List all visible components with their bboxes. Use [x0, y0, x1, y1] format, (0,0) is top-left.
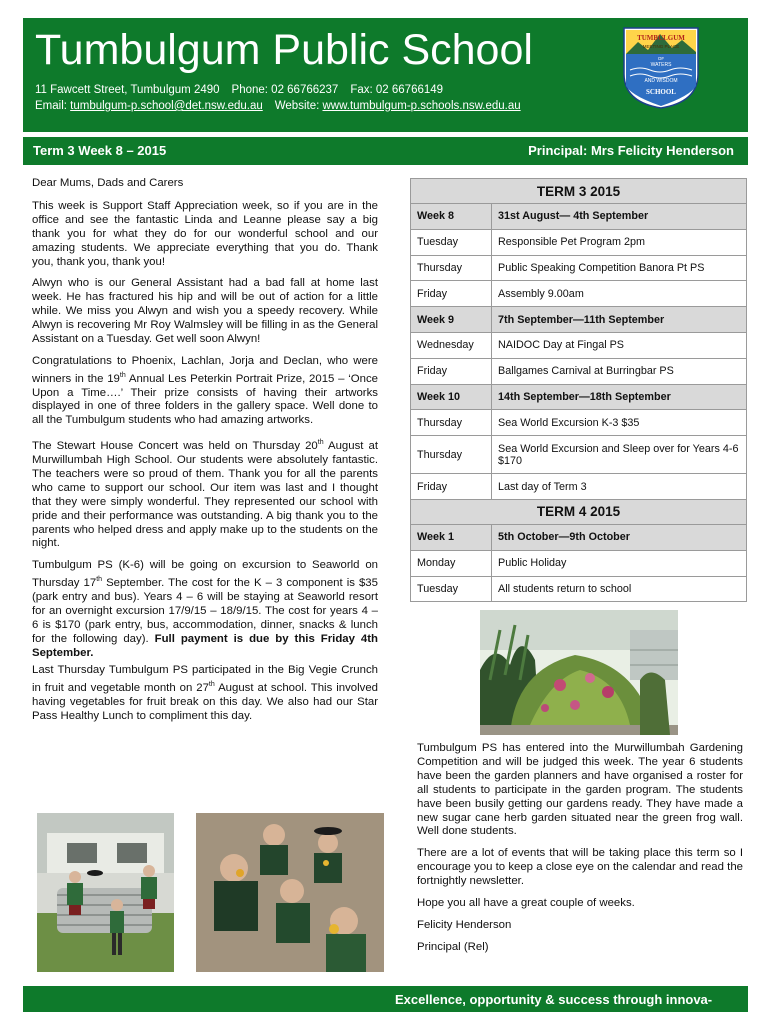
- calendar-event: Last day of Term 3: [492, 474, 747, 500]
- school-fax: Fax: 02 66766149: [350, 84, 444, 96]
- school-motto: Excellence, opportunity & success through innova-: [395, 992, 713, 1007]
- calendar-week-row: [411, 307, 747, 333]
- article-paragraph: Tumbulgum PS has entered into the Murwillumbah Gardening Competition and will be judged this week. The year 6 students have been the garden planners and have organised a roster for all students to participate in the garden program. The students have been busily getting our gardens ready. They have made a new sugar cane herb garden situated near the green frog wall. Well done students.: [417, 742, 743, 838]
- calendar-event: Public Speaking Competition Banora Pt PS: [492, 255, 747, 281]
- calendar-day: Tuesday: [411, 229, 492, 255]
- article-paragraph: This week is Support Staff Appreciation week, so if you are in the office and see the fantastic Linda and Leanne please say a big thank you for what they do for our wonderful school and our amazing students. We appreciate everything that you do. Thank you, thank you, thank you!: [32, 199, 378, 268]
- calendar-event: Ballgames Carnival at Burringbar PS: [492, 358, 747, 384]
- calendar-day: Week 8: [411, 204, 492, 230]
- students-eating-vegetables-photo: [196, 813, 384, 972]
- calendar-day: Thursday: [411, 436, 492, 474]
- calendar-heading-term4: TERM 4 2015: [411, 499, 747, 524]
- email-link[interactable]: tumbulgum-p.school@det.nsw.edu.au: [70, 100, 263, 112]
- calendar-day: Week 10: [411, 384, 492, 410]
- calendar-event: Public Holiday: [492, 550, 747, 576]
- calendar-event-row: [411, 281, 747, 307]
- calendar-event-row: [411, 255, 747, 281]
- calendar-event-row: [411, 358, 747, 384]
- term-week-label: Term 3 Week 8 – 2015: [33, 143, 167, 158]
- calendar-event: 14th September—18th September: [492, 384, 747, 410]
- school-crest-logo: [620, 24, 702, 110]
- svg-text:WATERS: WATERS: [650, 62, 672, 68]
- svg-text:AND WISDOM: AND WISDOM: [644, 78, 678, 84]
- calendar-week-row: [411, 384, 747, 410]
- principal-label: Principal: Mrs Felicity Henderson: [528, 143, 734, 158]
- calendar-day: Thursday: [411, 255, 492, 281]
- email-label: Email:: [35, 100, 67, 112]
- calendar-day: Thursday: [411, 410, 492, 436]
- garden-article: [417, 742, 743, 963]
- calendar-event: All students return to school: [492, 576, 747, 602]
- calendar-event: 7th September—11th September: [492, 307, 747, 333]
- school-name: Tumbulgum Public School: [35, 26, 533, 74]
- greeting: Dear Mums, Dads and Carers: [32, 177, 184, 189]
- calendar-event-row: [411, 410, 747, 436]
- calendar-event-row: [411, 332, 747, 358]
- svg-text:SCHOOL: SCHOOL: [646, 88, 676, 96]
- calendar-event: Assembly 9.00am: [492, 281, 747, 307]
- calendar-event-row: [411, 550, 747, 576]
- calendar-week-row: [411, 524, 747, 550]
- article-paragraph: The Stewart House Concert was held on Thursday 20th August at Murwillumbah High School. Our students were absolutely fantastic. The teachers were so proud of them. Thank you for all the parents who came to support our school. Our item was last and I thought that they were simply wonderful. They represented our school with pride and their performance was outstanding. A big thank you to the parents who helped dress and apply make up to the students on the night.: [32, 439, 378, 550]
- calendar-event: Sea World Excursion K-3 $35: [492, 410, 747, 436]
- issue-bar: [23, 137, 748, 165]
- article-paragraph: Alwyn who is our General Assistant had a bad fall at home last week. He has fractured his hip and will be out of action for a little while. We miss you Alwyn and wish you a speedy recovery. While Alwyn is recovering Mr Roy Walmsley will be filling in as the General Assistant on a Tuesday. Get well soon Alwyn!: [32, 277, 378, 346]
- main-article: [32, 177, 378, 732]
- calendar-heading-term3: TERM 3 2015: [411, 179, 747, 204]
- school-address: 11 Fawcett Street, Tumbulgum 2490: [35, 84, 220, 96]
- calendar-event-row: [411, 474, 747, 500]
- school-phone: Phone: 02 66766237: [231, 84, 339, 96]
- calendar-day: Week 1: [411, 524, 492, 550]
- website-label: Website:: [274, 100, 320, 112]
- term-calendar: [410, 178, 747, 602]
- calendar-week-row: [411, 204, 747, 230]
- calendar-event: 31st August— 4th September: [492, 204, 747, 230]
- calendar-event-row: [411, 576, 747, 602]
- calendar-day: Tuesday: [411, 576, 492, 602]
- students-garden-bed-photo: [37, 813, 174, 972]
- article-paragraph: Hope you all have a great couple of weeks.: [417, 897, 635, 910]
- calendar-day: Friday: [411, 358, 492, 384]
- calendar-event: 5th October—9th October: [492, 524, 747, 550]
- calendar-event-row: [411, 436, 747, 474]
- web-line: [35, 100, 521, 112]
- article-paragraph: Last Thursday Tumbulgum PS participated in the Big Vegie Crunch in fruit and vegetable month on 27th August at school. This involved having vegetables for fruit break on this day. We also had our Star Pass Healthy Lunch to compliment this day.: [32, 664, 379, 722]
- website-link[interactable]: www.tumbulgum-p.schools.nsw.edu.au: [322, 100, 521, 112]
- svg-text:OF: OF: [657, 56, 665, 61]
- signature-title: Principal (Rel): [417, 940, 489, 953]
- calendar-day: Week 9: [411, 307, 492, 333]
- footer-bar: [23, 986, 748, 1012]
- calendar-event: Responsible Pet Program 2pm: [492, 229, 747, 255]
- garden-photo: [480, 610, 678, 735]
- contact-line: [35, 84, 443, 96]
- article-paragraph: There are a lot of events that will be taking place this term so I encourage you to keep a close eye on the calendar and read the fortnightly newsletter.: [417, 847, 743, 888]
- article-paragraph: Tumbulgum PS (K-6) will be going on excursion to Seaworld on Thursday 17th September. The cost for the K – 3 component is $35 (park entry and bus). Years 4 – 6 will be staying at Seaworld resort for an overnight excursion 17/9/15 – 18/9/15. The cost for years 4 – 6 is $170 (park entry, bus, accommodation, dinner, snacks & lunch for the following day). Full payment is due by this Friday 4th September.: [32, 559, 378, 659]
- article-paragraph: Congratulations to Phoenix, Lachlan, Jorja and Declan, who were winners in the 19th Annual Les Peterkin Portrait Prize, 2015 – ‘Once Upon a Time….’ Their prize consists of having their artworks displayed in one of three folders in the gallery space. Well done to all the Tumbulgum students who had amazing artworks.: [32, 354, 378, 427]
- svg-text:TUMBULGUM: TUMBULGUM: [637, 34, 685, 42]
- calendar-event: NAIDOC Day at Fingal PS: [492, 332, 747, 358]
- calendar-day: Monday: [411, 550, 492, 576]
- svg-text:MEETING PLACE: MEETING PLACE: [642, 44, 680, 49]
- calendar-day: Wednesday: [411, 332, 492, 358]
- signature-name: Felicity Henderson: [417, 918, 512, 931]
- calendar-day: Friday: [411, 474, 492, 500]
- calendar-event-row: [411, 229, 747, 255]
- calendar-event: Sea World Excursion and Sleep over for Years 4-6 $170: [492, 436, 747, 474]
- calendar-day: Friday: [411, 281, 492, 307]
